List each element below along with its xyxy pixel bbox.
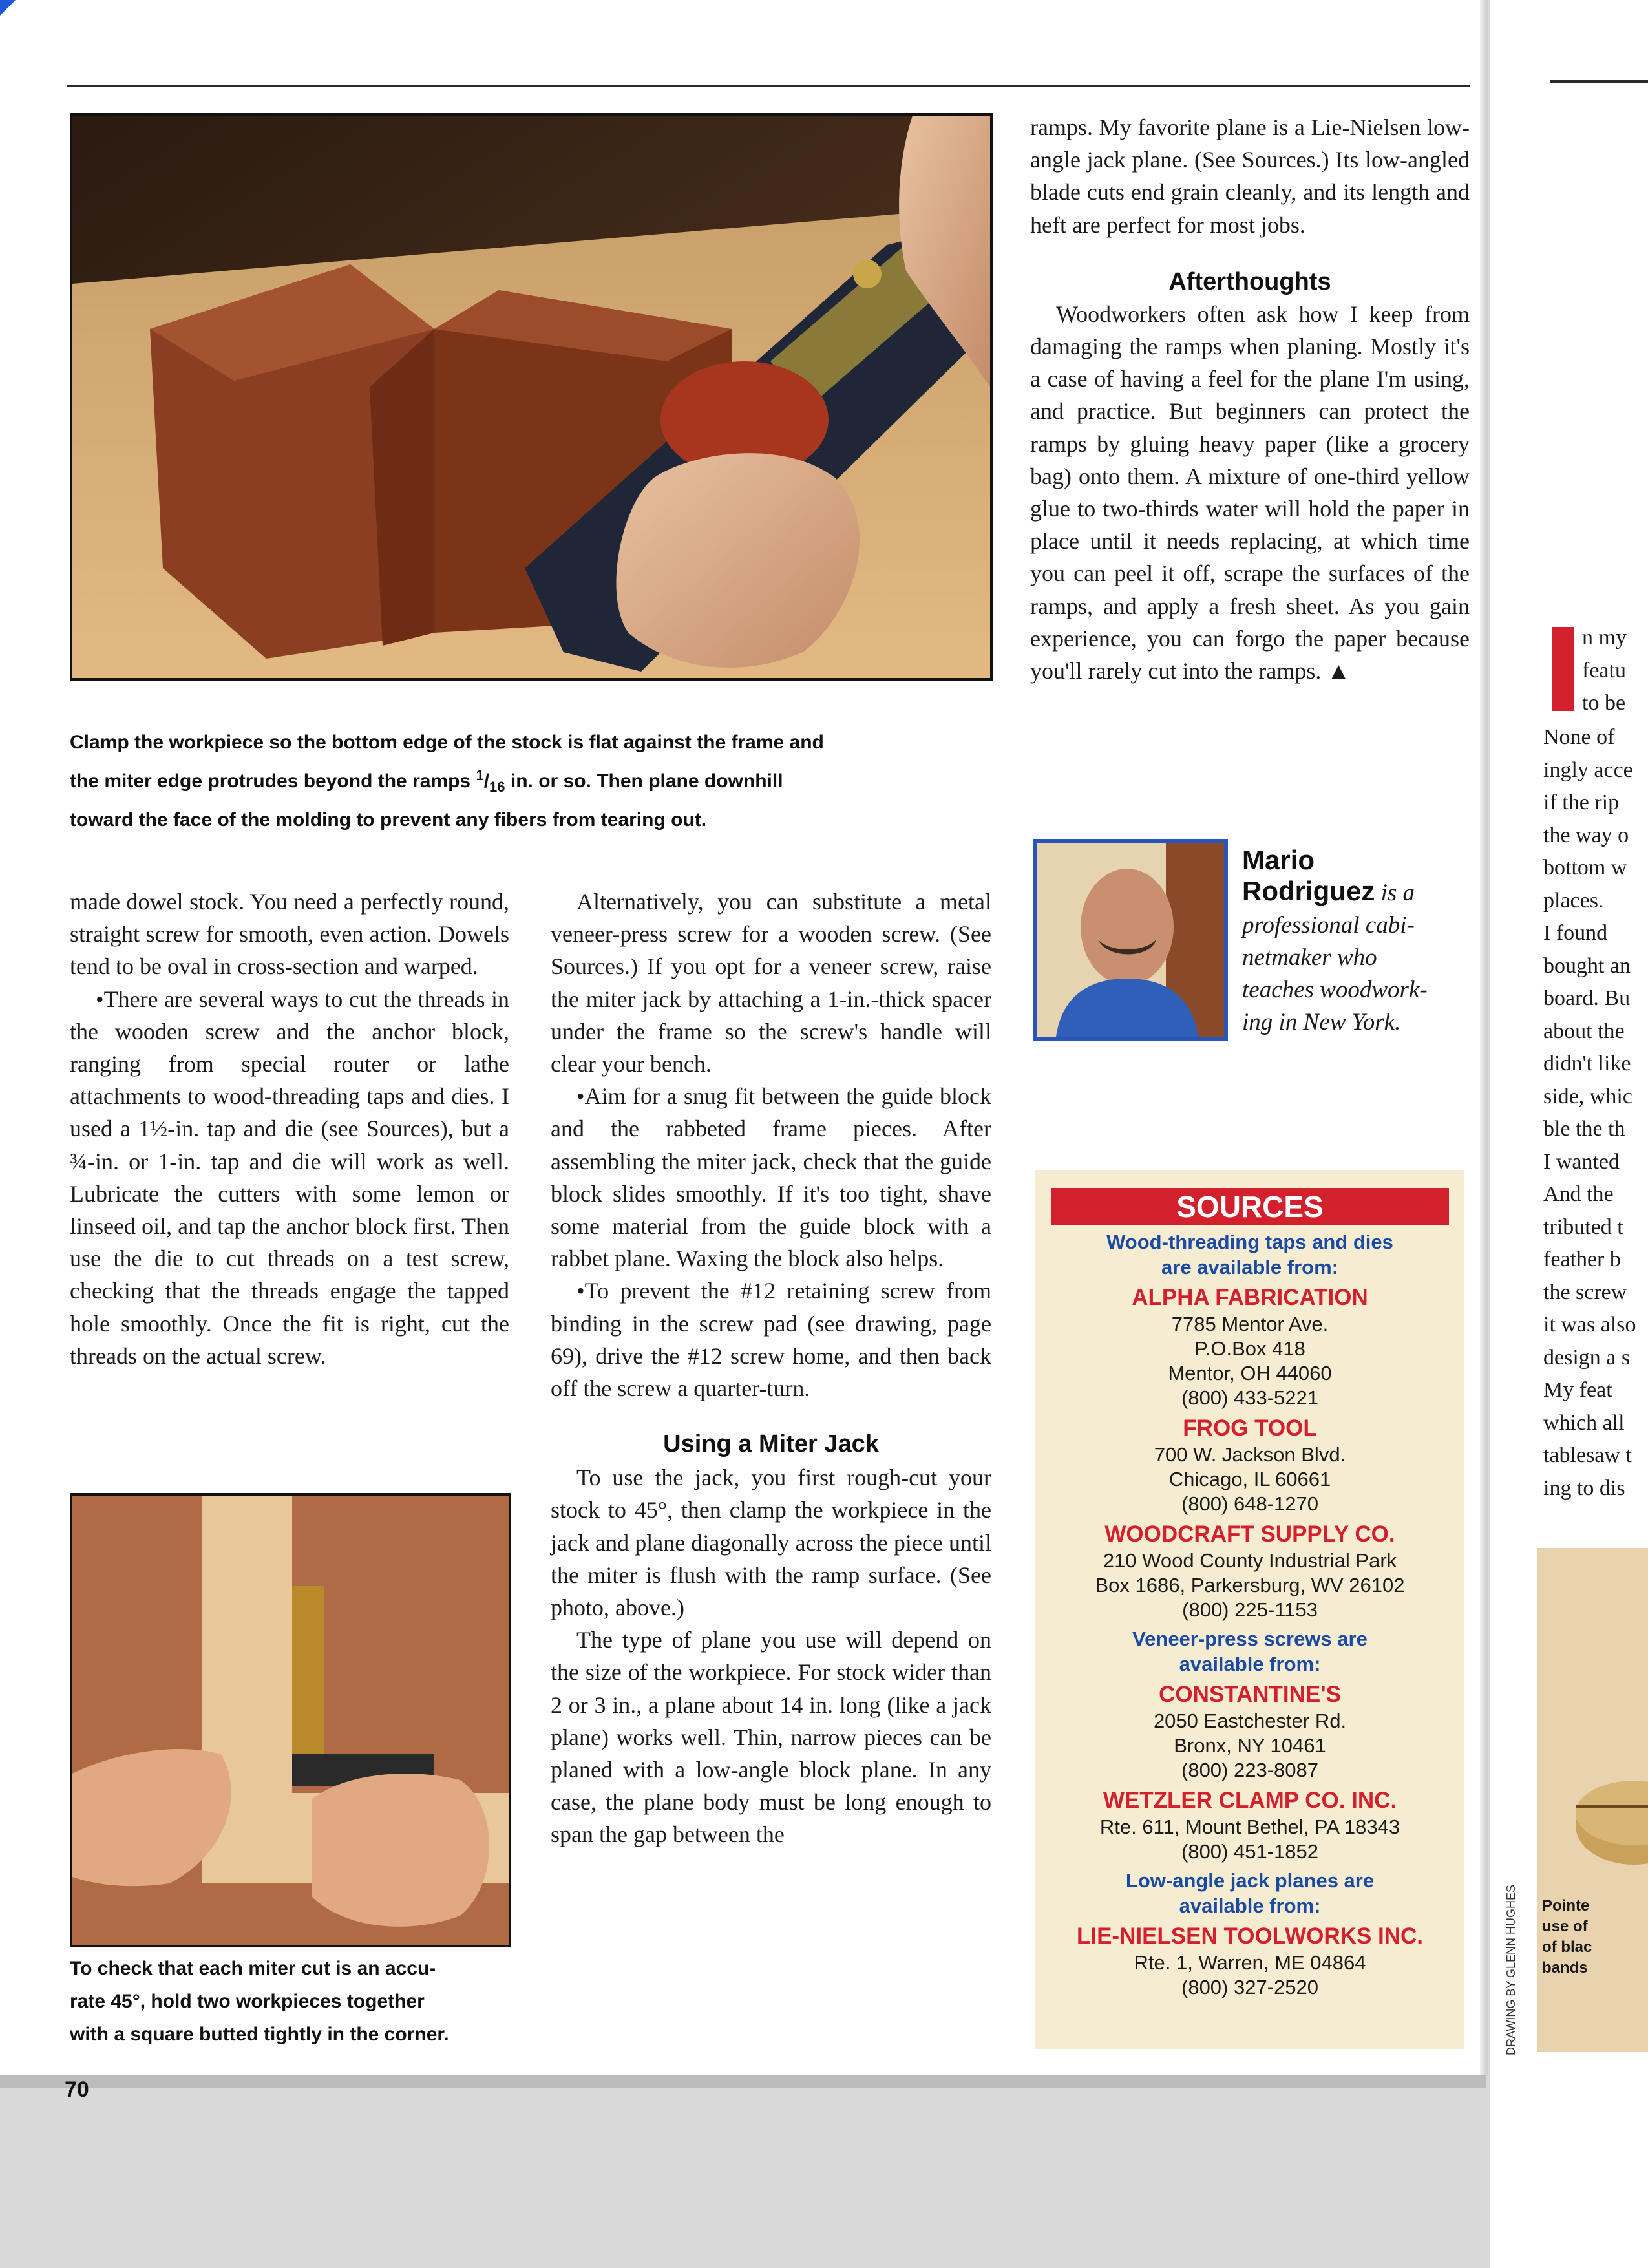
source-address-line: (800) 433-5221: [1181, 1386, 1318, 1409]
author-first-name: Mario: [1242, 845, 1315, 875]
source-category: are available from:: [1161, 1256, 1338, 1278]
bio-line: professional cabi-: [1242, 912, 1415, 938]
column-3: [1030, 111, 1470, 687]
text-line: if the rip: [1543, 790, 1620, 814]
section-heading-afterthoughts: Afterthoughts: [1168, 268, 1331, 295]
page-number: 70: [65, 2077, 89, 2102]
source-address-line: (800) 327-2520: [1181, 1976, 1318, 1998]
paragraph: Alternatively, you can substitute a metal veneer-press screw for a wooden screw. (See Sources.) If you opt for a veneer screw, raise the miter jack by attaching a 1-in.-thick spacer under the frame so the screw's handle will clear your bench.: [551, 889, 991, 1077]
caption-line: toward the face of the molding to prevent any fibers from tearing out.: [70, 809, 707, 831]
text-line: it was also: [1543, 1313, 1636, 1337]
bio-line: netmaker who: [1242, 944, 1377, 971]
text-line: ingly acce: [1543, 758, 1633, 782]
text-line: ing to dis: [1543, 1476, 1625, 1500]
caption-line: use of: [1542, 1918, 1588, 1935]
caption-text: in. or so. Then plane downhill: [505, 770, 783, 792]
text-line: tributed t: [1543, 1214, 1623, 1239]
facing-page: [1490, 0, 1648, 2268]
text-line: design a s: [1543, 1345, 1631, 1370]
text-line: about the: [1543, 1019, 1625, 1043]
source-company: LIE-NIELSEN TOOLWORKS INC.: [1076, 1924, 1424, 1949]
text-line: I wanted: [1543, 1149, 1620, 1174]
author-bio: [1242, 845, 1475, 1039]
facing-header-rule: [1550, 80, 1648, 83]
source-address-line: Rte. 1, Warren, ME 04864: [1134, 1951, 1366, 1974]
source-address-line: (800) 648-1270: [1181, 1492, 1318, 1515]
author-photo-frame: [1033, 839, 1228, 1041]
photo-bottom-caption: [70, 1952, 516, 2051]
photo-top-caption: [70, 726, 994, 836]
text-line: ble the th: [1543, 1117, 1625, 1141]
text-line: bottom w: [1543, 856, 1627, 880]
text-line: tablesaw t: [1543, 1443, 1632, 1467]
sources-list: [1035, 1229, 1464, 2000]
column-2: [551, 885, 991, 1851]
caption-line: of blac: [1542, 1938, 1592, 1956]
source-company: CONSTANTINE'S: [1159, 1682, 1341, 1707]
source-category: available from:: [1179, 1653, 1321, 1675]
paragraph: •To prevent the #12 retaining screw from binding in the screw pad (see drawing, page 69), drive the #12 screw home, and then back off the screw a quarter-turn.: [551, 1278, 991, 1402]
paragraph: made dowel stock. You need a perfectly round, straight screw for smooth, even action. Dowels tend to be oval in cross-section and warped.: [70, 889, 509, 980]
text-line: feather b: [1543, 1247, 1621, 1271]
caption-line: with a square butted tightly in the corner.: [70, 2024, 449, 2045]
caption-line: Pointe: [1542, 1897, 1590, 1914]
caption-line: rate 45°, hold two workpieces together: [70, 1991, 425, 2012]
facing-figure: [1537, 1548, 1648, 2052]
source-company: WOODCRAFT SUPPLY CO.: [1104, 1521, 1395, 1547]
source-address-line: P.O.Box 418: [1194, 1337, 1305, 1360]
source-company: ALPHA FABRICATION: [1132, 1285, 1368, 1310]
square-photo-illustration: [72, 1496, 509, 1945]
source-address-line: Rte. 611, Mount Bethel, PA 18343: [1099, 1816, 1400, 1838]
text-line: My feat: [1543, 1378, 1612, 1402]
text-line: the way o: [1543, 823, 1629, 847]
section-heading-using-miter-jack: Using a Miter Jack: [663, 1430, 879, 1458]
text-line: board. Bu: [1543, 986, 1631, 1010]
photo-plane-miter-jack: [70, 113, 993, 681]
caption-text: the miter edge protrudes beyond the ramps: [70, 770, 476, 792]
facing-text: [1543, 721, 1636, 1505]
plane-photo-illustration: [72, 116, 990, 678]
source-address-line: (800) 451-1852: [1181, 1840, 1318, 1863]
drawing-credit: DRAWING BY GLENN HUGHES: [1505, 1884, 1517, 2055]
source-company: FROG TOOL: [1183, 1415, 1317, 1441]
paragraph: [1030, 298, 1470, 687]
text-line: the screw: [1543, 1280, 1627, 1304]
source-address-line: (800) 225-1153: [1182, 1598, 1318, 1621]
text-line: n my: [1582, 626, 1627, 650]
drop-cap-text: [1582, 622, 1627, 720]
fraction-numerator: 1: [476, 767, 484, 783]
source-address-line: Chicago, IL 60661: [1168, 1468, 1331, 1490]
source-address-line: 7785 Mentor Ave.: [1171, 1313, 1329, 1335]
header-rule: [67, 85, 1470, 87]
scan-bottom-edge: [0, 2075, 1486, 2088]
drop-cap-block: [1552, 627, 1574, 711]
source-category: available from:: [1179, 1894, 1321, 1917]
caption-line: the miter edge protrudes beyond the ramps $^1/_{16}$ in. or so. Then plane downhill: [70, 767, 783, 795]
source-address-line: (800) 223-8087: [1181, 1759, 1318, 1781]
source-company: WETZLER CLAMP CO. INC.: [1103, 1788, 1397, 1813]
text-line: I found: [1543, 921, 1608, 945]
column-1: [70, 885, 509, 1372]
text-line: which all: [1543, 1410, 1625, 1435]
end-mark: ▲: [1327, 658, 1351, 684]
source-category: Wood-threading taps and dies: [1106, 1231, 1393, 1253]
source-address-line: 700 W. Jackson Blvd.: [1154, 1443, 1346, 1466]
text-line: bought an: [1543, 953, 1631, 978]
caption-line: To check that each miter cut is an accu-: [70, 1958, 436, 1979]
paragraph-text: Woodworkers often ask how I keep from damaging the ramps when planing. Mostly it's a case of having a feel for the plane I'm using, and practice. But beginners can protect the ramps by gluing heavy paper (like a grocery bag) onto them. A mixture of one-third yellow glue to two-thirds water will hold the paper in place until it needs replacing, at which time you can peel it off, scrape the surfaces of the ramps, and apply a fresh sheet. As you gain experience, you can forgo the paper because you'll rarely cut into the ramps.: [1030, 301, 1470, 684]
bio-line: [1242, 876, 1475, 909]
sources-title: SOURCES: [1051, 1188, 1449, 1225]
bio-line: ing in New York.: [1242, 1009, 1401, 1035]
source-address-line: 2050 Eastchester Rd.: [1153, 1710, 1347, 1732]
source-category: Low-angle jack planes are: [1125, 1869, 1375, 1892]
source-category: Veneer-press screws are: [1132, 1627, 1368, 1650]
sources-box: [1035, 1170, 1464, 2049]
text-line: And the: [1543, 1182, 1614, 1206]
author-last-name: Rodriguez: [1242, 876, 1375, 906]
bio-text: is a: [1375, 880, 1415, 906]
caption-line: bands: [1542, 1959, 1588, 1977]
source-address-line: Box 1686, Parkersburg, WV 26102: [1095, 1574, 1405, 1596]
fraction-denominator: 16: [489, 779, 505, 795]
text-line: featu: [1582, 658, 1626, 683]
photo-square-corner: [70, 1493, 511, 1947]
facing-figure-caption: [1542, 1896, 1592, 1978]
paragraph: To use the jack, you first rough-cut your stock to 45°, then clamp the workpiece in the jack and plane diagonally across the piece until the miter is flush with the ramp surface. (See photo, above.): [551, 1465, 991, 1621]
text-line: side, whic: [1543, 1084, 1632, 1108]
paragraph: ramps. My favorite plane is a Lie-Nielsen low-angle jack plane. (See Sources.) Its low-angled blade cuts end grain cleanly, and its length and heft are perfect for most jobs.: [1030, 114, 1470, 238]
corner-mark: [0, 0, 16, 16]
scan-bottom-band: [0, 2075, 1648, 2268]
paragraph: •Aim for a snug fit between the guide block and the rabbeted frame pieces. After assembling the miter jack, check that the guide block slides smoothly. If it's too tight, shave some material from the guide block with a rabbet plane. Waxing the block also helps.: [551, 1083, 991, 1272]
source-address-line: 210 Wood County Industrial Park: [1103, 1549, 1397, 1572]
author-photo: [1037, 843, 1224, 1037]
caption-line: Clamp the workpiece so the bottom edge of the stock is flat against the frame and: [70, 732, 824, 753]
text-line: None of: [1543, 725, 1615, 749]
text-line: didn't like: [1543, 1052, 1631, 1076]
paragraph: •There are several ways to cut the threads in the wooden screw and the anchor block, ranging from special router or lathe attachments to wood-threading taps and dies. I used a 1½-in. tap and die (see Sources), but a ¾-in. or 1-in. tap and die will work as well. Lubricate the cutters with some lemon or linseed oil, and tap the anchor block first. Then use the die to cut threads on a test screw, checking that the threads engage the tapped hole smoothly. Once the fit is right, cut the threads on the actual screw.: [70, 986, 509, 1369]
source-address-line: Bronx, NY 10461: [1174, 1734, 1326, 1757]
source-address-line: Mentor, OH 44060: [1168, 1362, 1332, 1384]
text-line: places.: [1543, 888, 1604, 913]
paragraph: The type of plane you use will depend on the size of the workpiece. For stock wider than 2 or 3 in., a plane about 14 in. long (like a jack plane) works well. Thin, narrow pieces can be planed with a low-angle block plane. In any case, the plane body must be long enough to span the gap between the: [551, 1627, 991, 1848]
text-line: to be: [1582, 691, 1626, 715]
bio-line: teaches woodwork-: [1242, 977, 1428, 1003]
